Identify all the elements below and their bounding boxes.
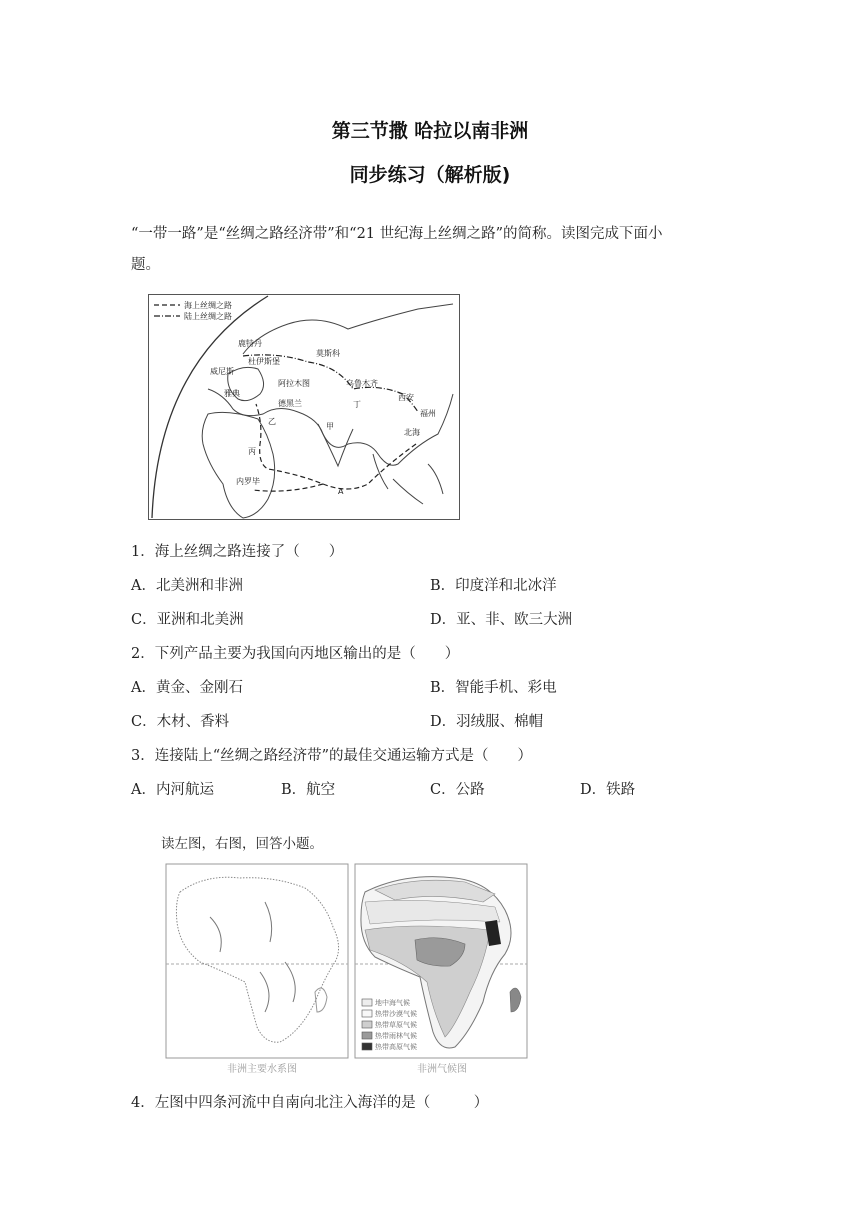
left-map-caption: 非洲主要水系图 [227,1064,297,1075]
q2-option-c: C．木材、香料 [131,714,230,730]
map1-label-rotterdam: 鹿特丹 [238,339,262,348]
map1-label-jia: 甲 [326,422,334,431]
q2-stem: 2．下列产品主要为我国向丙地区输出的是（ ） [131,646,460,662]
map1-label-ding: 丁 [353,400,361,409]
q3-option-d: D．铁路 [580,782,636,798]
map1-label-moscow: 莫斯科 [316,349,340,358]
map1-label-nairobi: 内罗毕 [236,477,260,486]
legend-mediterranean: 地中海气候 [375,999,410,1007]
q1-option-b: B．印度洋和北冰洋 [430,578,557,594]
page-subtitle: 同步练习（解析版) [349,164,511,186]
map1-label-a: A [338,487,344,496]
map1-label-fuzhou: 福州 [420,409,436,418]
map1-label-urumqi: 乌鲁木齐 [346,379,378,388]
q3-stem: 3．连接陆上“丝绸之路经济带”的最佳交通运输方式是（ ） [131,748,533,764]
belt-road-map [148,294,460,520]
legend-savanna: 热带草原气候 [375,1021,417,1029]
map1-label-almaty: 阿拉木图 [278,379,310,388]
intro-line-1: “一带一路”是“丝绸之路经济带”和“21 世纪海上丝绸之路”的简称。读图完成下面小 [131,226,663,242]
map1-label-bing: 丙 [248,447,256,456]
q3-option-c: C．公路 [430,782,485,798]
q1-option-a: A．北美洲和非洲 [131,578,243,594]
section2-intro: 读左图，右图，回答小题。 [161,836,323,852]
map1-legend-land: 陆上丝绸之路 [184,312,232,321]
q2-option-b: B．智能手机、彩电 [430,680,557,696]
q4-stem: 4．左图中四条河流中自南向北注入海洋的是（ ） [131,1095,489,1111]
q3-option-b: B．航空 [281,782,336,798]
q3-option-a: A．内河航运 [131,782,214,798]
page-title: 第三节撒 哈拉以南非洲 [331,120,529,142]
q1-stem: 1．海上丝绸之路连接了（ ） [131,544,344,560]
map1-label-xian: 西安 [398,393,414,402]
map1-label-athens: 雅典 [224,389,240,398]
map1-label-beihai: 北海 [404,428,420,437]
map1-label-yi: 乙 [268,417,276,426]
legend-rainforest: 热带雨林气候 [375,1032,417,1040]
intro-paragraph [131,219,731,281]
q1-option-d: D．亚、非、欧三大洲 [430,612,573,628]
q2-option-d: D．羽绒服、棉帽 [430,714,544,730]
map1-legend-sea: 海上丝绸之路 [184,301,232,310]
q2-option-a: A．黄金、金刚石 [131,680,243,696]
africa-maps-figure [165,862,531,1076]
right-map-caption: 非洲气候图 [417,1064,467,1075]
intro-line-2: 题。 [131,257,160,273]
map1-label-venice: 威尼斯 [210,367,234,376]
legend-highland: 热带高原气候 [375,1043,417,1051]
map1-label-duisburg: 杜伊斯堡 [248,357,280,366]
map1-label-tehran: 德黑兰 [278,399,302,408]
legend-desert: 热带沙漠气候 [375,1010,417,1018]
q1-option-c: C．亚洲和北美洲 [131,612,244,628]
